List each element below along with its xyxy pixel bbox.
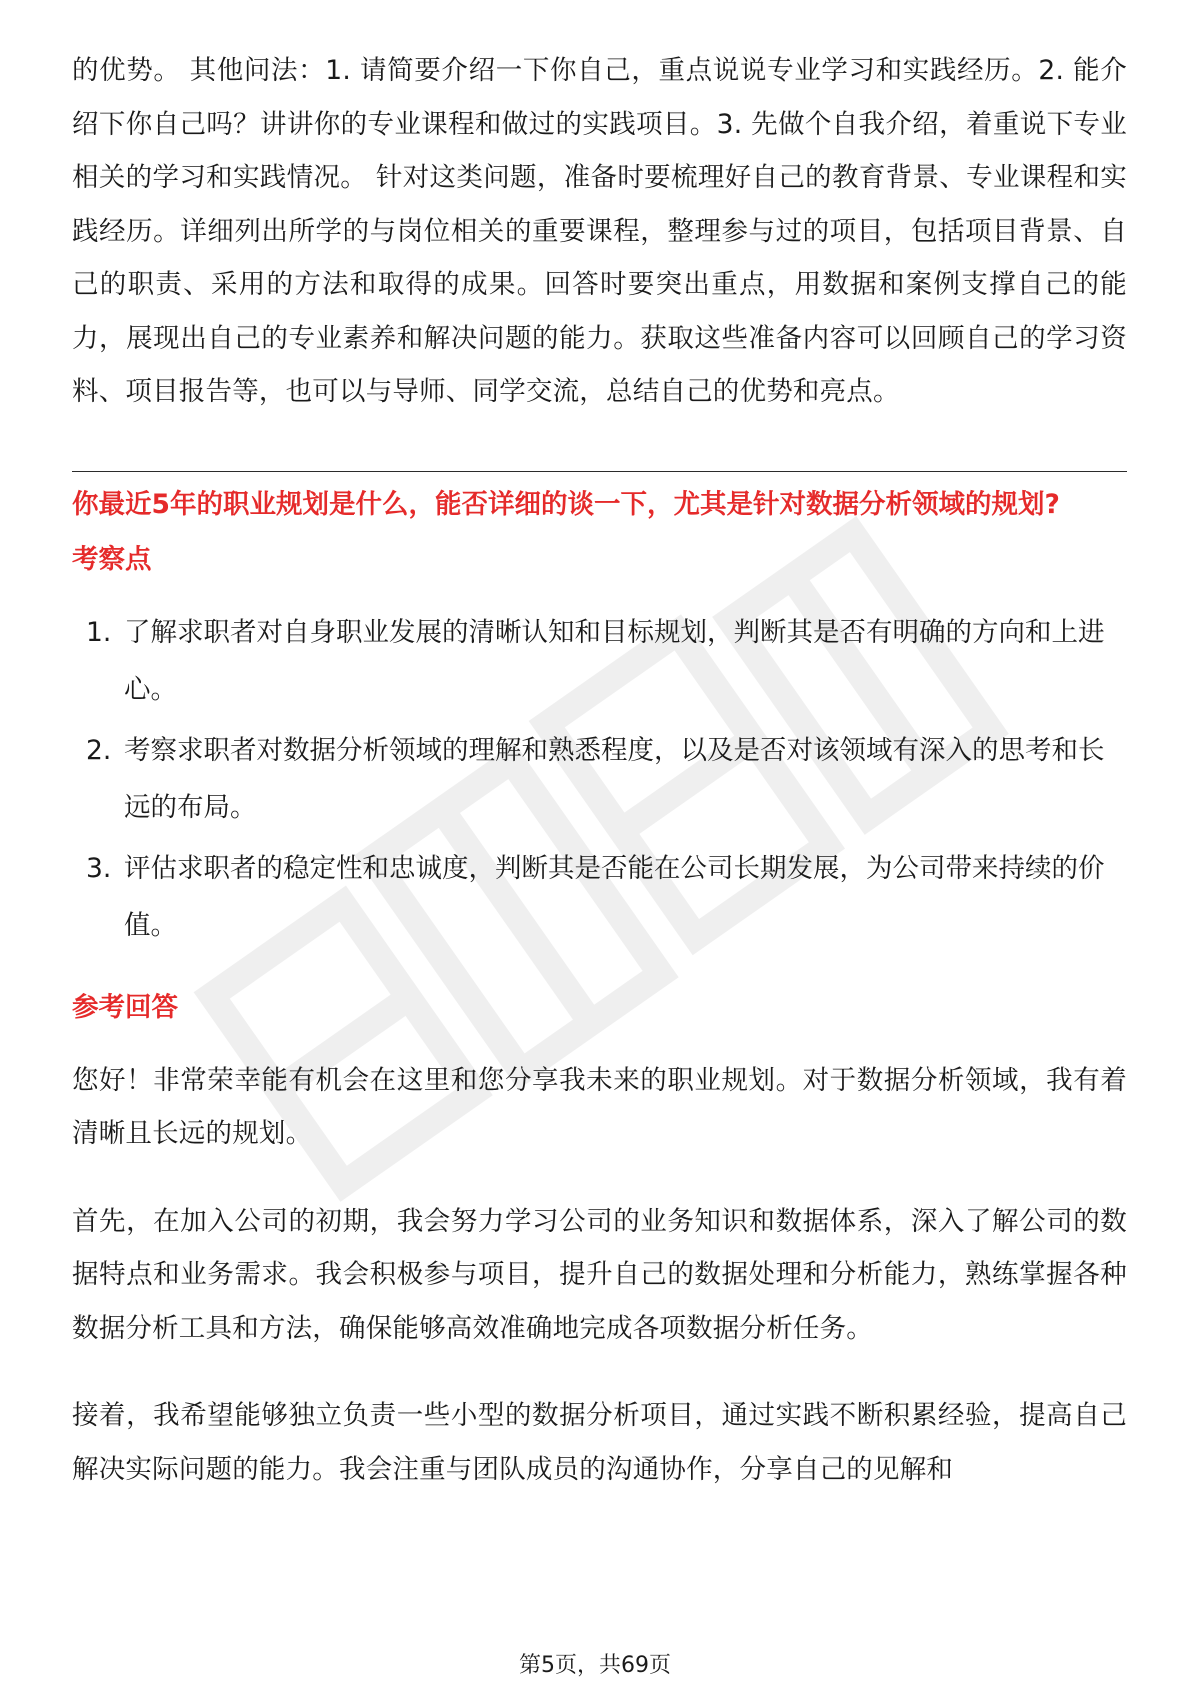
answer-paragraph: 首先，在加入公司的初期，我会努力学习公司的业务知识和数据体系，深入了解公司的数据特点和业务需求。我会积极参与项目，提升自己的数据处理和分析能力，熟练掌握各种数据分析工具和方法，确保能够高效准确地完成各项数据分析任务。 bbox=[72, 1205, 1127, 1344]
list-item-text: 评估求职者的稳定性和忠诚度，判断其是否能在公司长期发展，为公司带来持续的价值。 bbox=[124, 852, 1105, 941]
list-item-text: 考察求职者对数据分析领域的理解和熟悉程度，以及是否对该领域有深入的思考和长远的布局。 bbox=[124, 734, 1105, 823]
list-item bbox=[72, 604, 1127, 718]
list-item-number: 2. bbox=[86, 734, 112, 766]
list-item bbox=[72, 840, 1127, 954]
list-item bbox=[72, 722, 1127, 836]
answer-paragraph: 您好！非常荣幸能有机会在这里和您分享我未来的职业规划。对于数据分析领域，我有着清晰且长远的规划。 bbox=[72, 1064, 1127, 1149]
intro-paragraph: 的优势。 其他问法：1. 请简要介绍一下你自己，重点说说专业学习和实践经历。2. 能介绍下你自己吗？讲讲你的专业课程和做过的实践项目。3. 先做个自我介绍，着重说下专业相关的学习和实践情况。 针对这类问题，准备时要梳理好自己的教育背景、专业课程和实践经历。详细列出所学的与岗位相关的重要课程，整理参与过的项目，包括项目背景、自己的职责、采用的方法和取得的成果。回答时要突出重点，用数据和案例支撑自己的能力，展现出自己的专业素养和解决问题的能力。获取这些准备内容可以回顾自己的学习资料、项目报告等，也可以与导师、同学交流，总结自己的优势和亮点。 bbox=[72, 55, 1127, 407]
list-item-number: 3. bbox=[86, 852, 112, 884]
assessment-title: 考察点 bbox=[72, 543, 152, 575]
document-content bbox=[72, 40, 1127, 1530]
answer-title: 参考回答 bbox=[72, 991, 178, 1023]
section-divider bbox=[72, 471, 1127, 472]
list-item-number: 1. bbox=[86, 616, 112, 648]
answer-body bbox=[72, 1054, 1127, 1497]
list-item-text: 了解求职者对自身职业发展的清晰认知和目标规划，判断其是否有明确的方向和上进心。 bbox=[124, 616, 1105, 705]
question-heading: 你最近5年的职业规划是什么，能否详细的谈一下，尤其是针对数据分析领域的规划? bbox=[72, 488, 1060, 520]
page-footer: 第5页，共69页 bbox=[519, 1653, 671, 1678]
assessment-list bbox=[72, 604, 1127, 954]
answer-paragraph: 接着，我希望能够独立负责一些小型的数据分析项目，通过实践不断积累经验，提高自己解决实际问题的能力。我会注重与团队成员的沟通协作，分享自己的见解和 bbox=[72, 1400, 1127, 1485]
